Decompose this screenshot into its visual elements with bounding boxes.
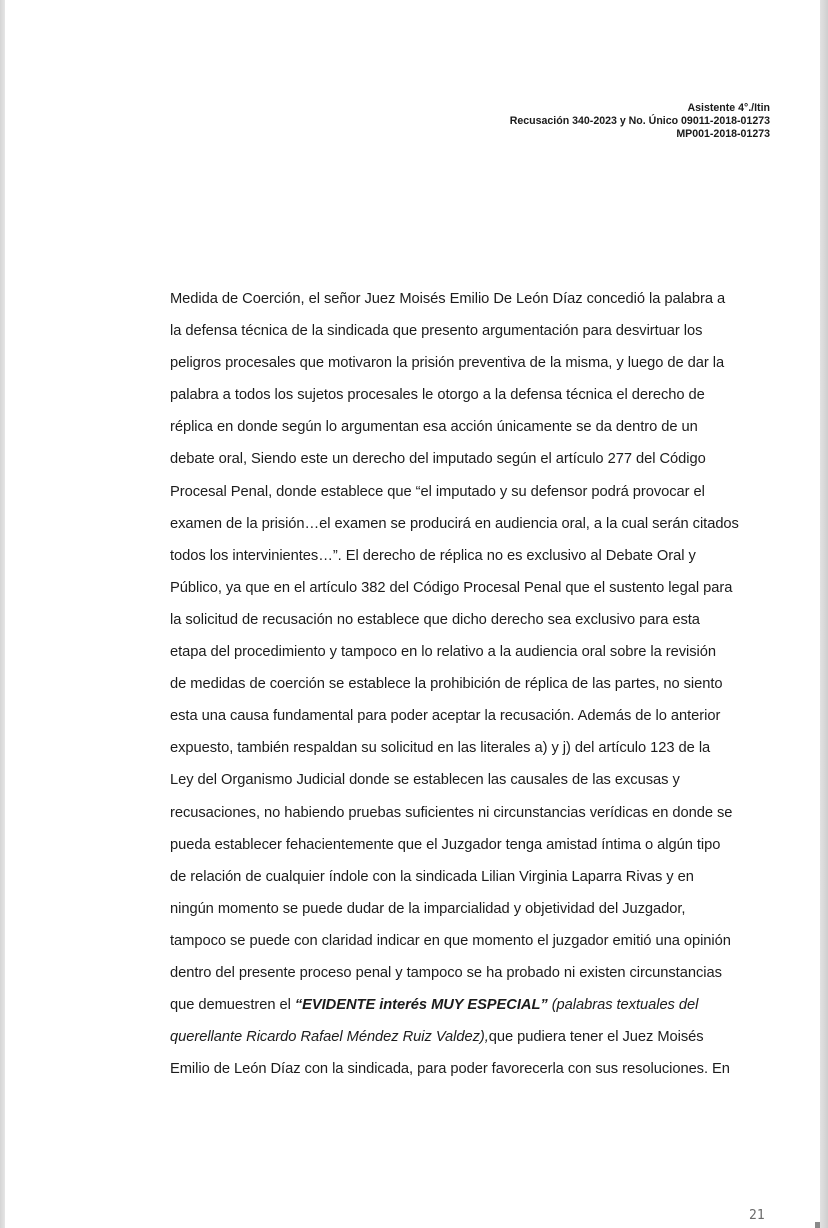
header-mp-number: MP001-2018-01273 [676,128,770,140]
body-line: pueda establecer fehacientemente que el Juzgador tenga amistad íntima o algún tipo [170,836,721,853]
body-line: ningún momento se puede dudar de la imparcialidad y objetividad del Juzgador, [170,900,686,917]
body-line: Público, ya que en el artículo 382 del Código Procesal Penal que el sustento legal para [170,579,733,596]
body-line: la defensa técnica de la sindicada que presento argumentación para desvirtuar los [170,323,703,340]
body-line: tampoco se puede con claridad indicar en que momento el juzgador emitió una opinión [170,932,731,949]
body-line: recusaciones, no habiendo pruebas suficientes ni circunstancias verídicas en donde se [170,804,733,821]
quote-line [170,989,765,1021]
body-line: de relación de cualquier índole con la sindicada Lilian Virginia Laparra Rivas y en [170,868,694,885]
body-line: de medidas de coerción se establece la prohibición de réplica de las partes, no siento [170,676,723,693]
scrollbar-track[interactable] [820,0,828,1228]
body-line: Medida de Coerción, el señor Juez Moisés Emilio De León Díaz concedió la palabra a [170,291,726,307]
document-body [170,283,765,1085]
body-line: la solicitud de recusación no establece que dicho derecho sea exclusivo para esta [170,611,700,628]
body-line: Ley del Organismo Judicial donde se establecen las causales de las excusas y [170,772,680,789]
body-line: examen de la prisión…el examen se producirá en audiencia oral, a la cual serán citados [170,515,739,532]
header-assistant: Asistente 4°./Itin [687,102,770,114]
body-line: palabra a todos los sujetos procesales le otorgo a la defensa técnica el derecho de [170,387,705,404]
body-line: esta una causa fundamental para poder aceptar la recusación. Además de lo anterior [170,708,721,725]
body-line: Procesal Penal, donde establece que “el imputado y su defensor podrá provocar el [170,483,705,500]
body-line: todos los intervinientes…”. El derecho de réplica no es exclusivo al Debate Oral y [170,547,696,564]
body-line: peligros procesales que motivaron la prisión preventiva de la misma, y luego de dar la [170,355,725,372]
attribution-rest: que pudiera tener el Juez Moisés [488,1029,704,1046]
resize-grip-icon[interactable] [815,1222,820,1228]
quote-prefix: que demuestren el [170,997,295,1014]
header-case-number: Recusación 340-2023 y No. Único 09011-2018-01273 [509,115,770,127]
body-line: réplica en donde según lo argumentan esa acción únicamente se da dentro de un [170,419,698,436]
body-line-final: Emilio de León Díaz con la sindicada, para poder favorecerla con sus resoluciones. En [170,1061,730,1078]
document-header [510,102,770,141]
body-line: expuesto, también respaldan su solicitud en las literales a) y j) del artículo 123 de la [170,740,711,757]
quote-attribution-end: querellante Ricardo Rafael Méndez Ruiz Valdez), [170,1029,489,1046]
attribution-line [170,1021,765,1053]
body-line: dentro del presente proceso penal y tampoco se ha probado ni existen circunstancias [170,964,722,981]
body-line: debate oral, Siendo este un derecho del imputado según el artículo 277 del Código [170,451,706,468]
page-number: 21 [749,1208,765,1223]
quote-attribution-start: (palabras textuales del [547,997,699,1014]
quoted-emphasis: “EVIDENTE interés MUY ESPECIAL” [294,997,548,1014]
body-line: etapa del procedimiento y tampoco en lo relativo a la audiencia oral sobre la revisión [170,644,716,661]
